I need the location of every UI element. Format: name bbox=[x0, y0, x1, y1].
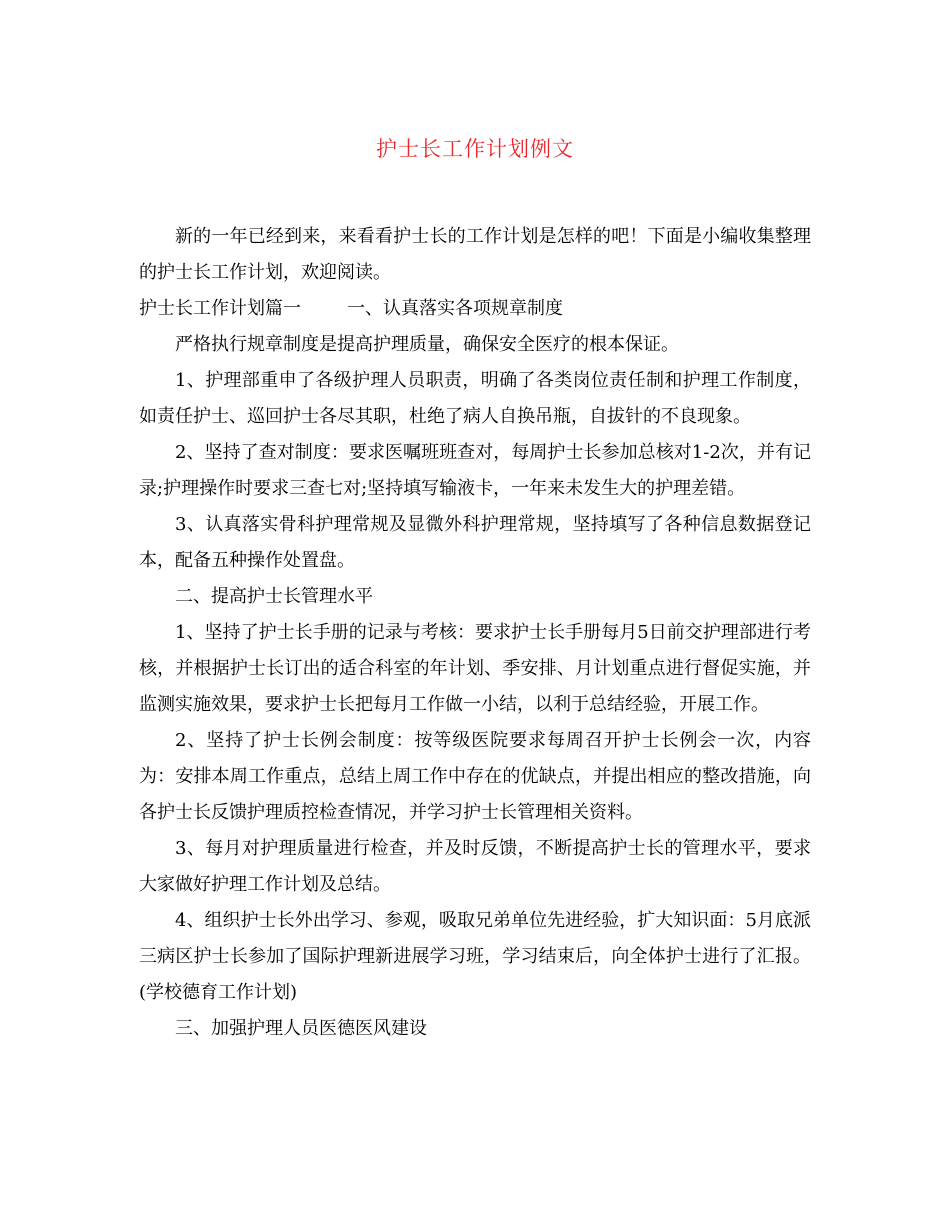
paragraph-check-system: 2、坚持了查对制度：要求医嘱班班查对，每周护士长参加总核对1-2次，并有记录;护理操作时要求三查七对;坚持填写输液卡，一年来未发生大的护理差错。 bbox=[139, 442, 811, 499]
paragraph-duties: 1、护理部重申了各级护理人员职责，明确了各类岗位责任制和护理工作制度，如责任护士、巡回护士各尽其职，杜绝了病人自换吊瓶，自拔针的不良现象。 bbox=[139, 370, 811, 427]
paragraph-orthopedic-care: 3、认真落实骨科护理常规及显微外科护理常规，坚持填写了各种信息数据登记本，配备五种操作处置盘。 bbox=[139, 514, 811, 571]
paragraph-study-visits: 4、组织护士长外出学习、参观，吸取兄弟单位先进经验，扩大知识面：5月底派三病区护士长参加了国际护理新进展学习班，学习结束后，向全体护士进行了汇报。(学校德育工作计划) bbox=[139, 910, 811, 1003]
section-heading-1: 一、认真落实各项规章制度 bbox=[347, 298, 563, 319]
paragraph-regulations-intro: 严格执行规章制度是提高护理质量，确保安全医疗的根本保证。 bbox=[175, 334, 679, 355]
paragraph-meetings: 2、坚持了护士长例会制度：按等级医院要求每周召开护士长例会一次，内容为：安排本周工作重点，总结上周工作中存在的优缺点，并提出相应的整改措施，向各护士长反馈护理质控检查情况，并学习护士长管理相关资料。 bbox=[139, 730, 811, 823]
section-label: 护士长工作计划篇一 bbox=[139, 298, 301, 319]
section-heading-3: 三、加强护理人员医德医风建设 bbox=[175, 1018, 427, 1039]
paragraph-handbook: 1、坚持了护士长手册的记录与考核：要求护士长手册每月5日前交护理部进行考核，并根据护士长订出的适合科室的年计划、季安排、月计划重点进行督促实施，并监测实施效果，要求护士长把每月工作做一小结，以利于总结经验，开展工作。 bbox=[139, 622, 811, 715]
section-heading-2: 二、提高护士长管理水平 bbox=[175, 586, 373, 607]
document-title: 护士长工作计划例文 bbox=[376, 137, 574, 161]
section-label-line bbox=[139, 291, 811, 327]
intro-paragraph: 新的一年已经到来，来看看护士长的工作计划是怎样的吧！下面是小编收集整理的护士长工作计划，欢迎阅读。 bbox=[139, 226, 811, 283]
paragraph-quality-check: 3、每月对护理质量进行检查，并及时反馈，不断提高护士长的管理水平，要求大家做好护理工作计划及总结。 bbox=[139, 838, 811, 895]
document-body bbox=[139, 219, 811, 1047]
